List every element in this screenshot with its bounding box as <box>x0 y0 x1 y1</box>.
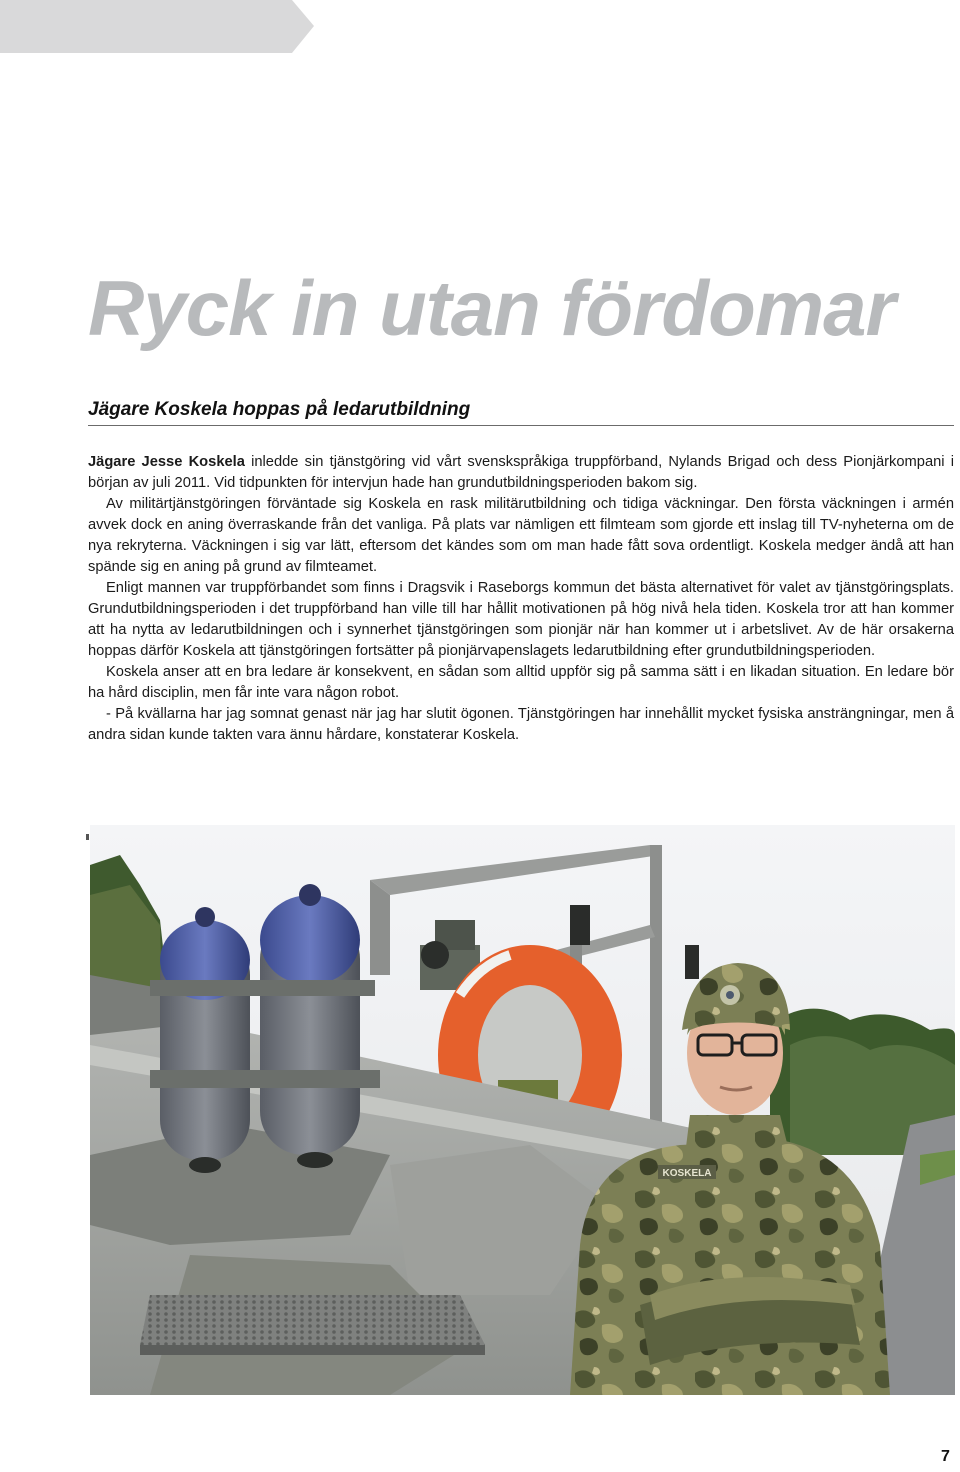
page-title: Ryck in utan fördomar <box>88 264 895 352</box>
article-subtitle: Jägare Koskela hoppas på ledarutbildning <box>88 399 471 420</box>
lead-name: Jägare Jesse Koskela <box>88 454 245 470</box>
lead-text: inledde sin tjänstgöring vid vårt svenskspråkiga truppförband, Nylands Brigad och dess Pionjärkompani i början av juli 2011. Vid tidpunkten för intervjun hade han grundutbildningsperioden bakom sig. <box>88 454 954 491</box>
page-number: 7 <box>941 1448 950 1465</box>
soldier-boat-photo <box>90 825 955 1395</box>
body-paragraph-1: Av militärtjänstgöringen förväntade sig Koskela en rask militärutbildning och tidiga väckningar. Den första väckningen i armén avvek dock en aning överraskande från det vanliga. På plats var nämligen ett filmteam som gjorde ett inslag till TV-nyheterna om de nya rekryterna. Väckningen i sig var lätt, eftersom det kändes som om man hade fått sova ordentligt. Koskela medger ändå att han spände sig en aning på grund av filmteamet. <box>88 496 954 575</box>
article-body <box>88 452 954 746</box>
photo-mark <box>86 834 89 840</box>
lead-paragraph <box>88 452 954 494</box>
body-paragraph-3: Koskela anser att en bra ledare är konsekvent, en sådan som alltid uppför sig på samma sätt i en likadan situation. En ledare bör ha hård disciplin, men får inte vara någon robot. <box>88 664 954 701</box>
body-paragraph-2: Enligt mannen var truppförbandet som finns i Dragsvik i Raseborgs kommun det bästa alternativet för valet av tjänstgöringsplats. Grundutbildningsperioden i det truppförband han ville till har hållit motivationen på hög nivå hela tiden. Koskela tror att han kommer att ha nytta av ledarutbildningen och i synnerhet tjänstgöringen som pionjär när han kommer ut i arbetslivet. Av de här orsakerna hoppas därför Koskela att tjänstgöringen fortsätter på pionjärvapenslagets ledarutbildning efter grundutbildningsperioden. <box>88 580 954 659</box>
subtitle-rule <box>88 425 954 426</box>
corner-tab <box>0 0 314 53</box>
body-paragraph-4: - På kvällarna har jag somnat genast när jag har slutit ögonen. Tjänstgöringen har innehållit mycket fysiska ansträngningar, men å andra sidan kunde takten vara ännu hårdare, konstaterar Koskela. <box>88 706 954 743</box>
name-tape-label: KOSKELA <box>662 1168 712 1179</box>
